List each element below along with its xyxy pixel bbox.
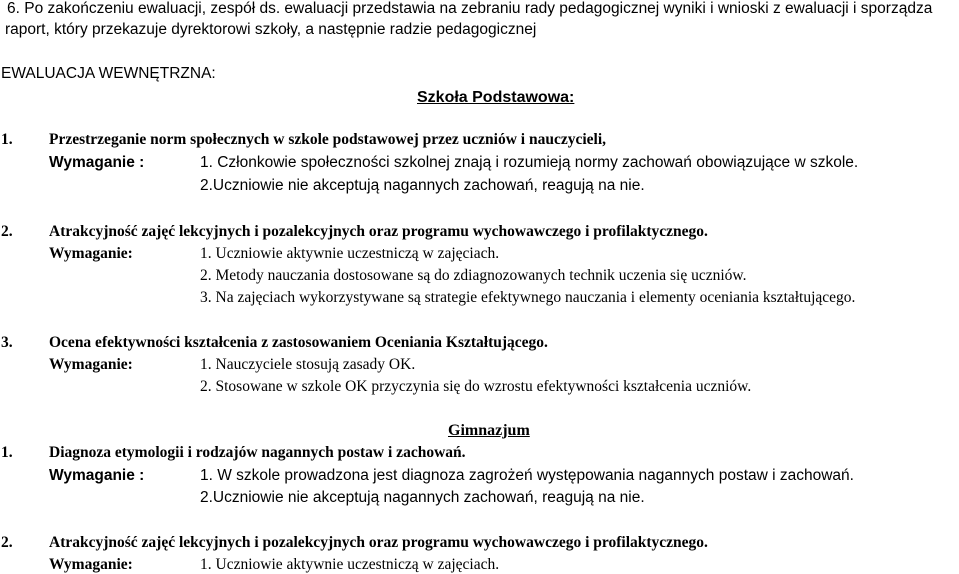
gimnazjum-heading: Gimnazjum (448, 422, 530, 439)
requirement-item: 1. Nauczyciele stosują zasady OK. (200, 356, 416, 373)
requirement-item: 1. Członkowie społeczności szkolnej znają i rozumieją normy zachowań obowiązujące w szkole. (200, 154, 859, 171)
section-title: Ocena efektywności kształcenia z zastosowaniem Oceniania Kształtującego. (49, 334, 548, 351)
requirement-item: 1. Uczniowie aktywnie uczestniczą w zajęciach. (200, 556, 500, 573)
requirement-label: Wymaganie: (49, 245, 133, 262)
section-title: Diagnoza etymologii i rodzajów nagannych postaw i zachowań. (49, 444, 466, 461)
primary-school-heading: Szkoła Podstawowa: (417, 89, 575, 106)
requirement-item: 1. Uczniowie aktywnie uczestniczą w zajęciach. (200, 245, 500, 262)
requirement-item: 2.Uczniowie nie akceptują nagannych zachowań, reagują na nie. (200, 177, 645, 194)
section-title: Atrakcyjność zajęć lekcyjnych i pozalekcyjnych oraz programu wychowawczego i profilaktycznego. (49, 534, 708, 551)
section-number: 2. (1, 534, 13, 551)
section-number: 3. (1, 334, 13, 351)
requirement-label: Wymaganie: (49, 556, 133, 573)
intro-line-1: 6. Po zakończeniu ewaluacji, zespół ds. ewaluacji przedstawia na zebraniu rady pedagogicznej wyniki i wnioski z ewaluacji i sporządza (7, 0, 933, 17)
requirement-item: 1. W szkole prowadzona jest diagnoza zagrożeń występowania nagannych postaw i zachowań. (200, 467, 854, 484)
requirement-label: Wymaganie: (49, 356, 133, 373)
section-number: 2. (1, 223, 13, 240)
requirement-item: 3. Na zajęciach wykorzystywane są strategie efektywnego nauczania i elementy oceniania kształtującego. (200, 289, 856, 306)
section-title: Przestrzeganie norm społecznych w szkole podstawowej przez uczniów i nauczycieli, (49, 131, 607, 148)
section-title: Atrakcyjność zajęć lekcyjnych i pozalekcyjnych oraz programu wychowawczego i profilaktycznego. (49, 223, 708, 240)
section-number: 1. (1, 131, 13, 148)
requirement-item: 2. Stosowane w szkole OK przyczynia się do wzrostu efektywności kształcenia uczniów. (200, 378, 752, 395)
section-number: 1. (1, 444, 13, 461)
document-title: EWALUACJA WEWNĘTRZNA: (1, 65, 216, 82)
requirement-label: Wymaganie : (49, 467, 145, 484)
requirement-item: 2. Metody nauczania dostosowane są do zdiagnozowanych technik uczenia się uczniów. (200, 267, 747, 284)
requirement-item: 2.Uczniowie nie akceptują nagannych zachowań, reagują na nie. (200, 489, 645, 506)
requirement-label: Wymaganie : (49, 154, 145, 171)
intro-line-2: raport, który przekazuje dyrektorowi szkoły, a następnie radzie pedagogicznej (5, 21, 537, 38)
